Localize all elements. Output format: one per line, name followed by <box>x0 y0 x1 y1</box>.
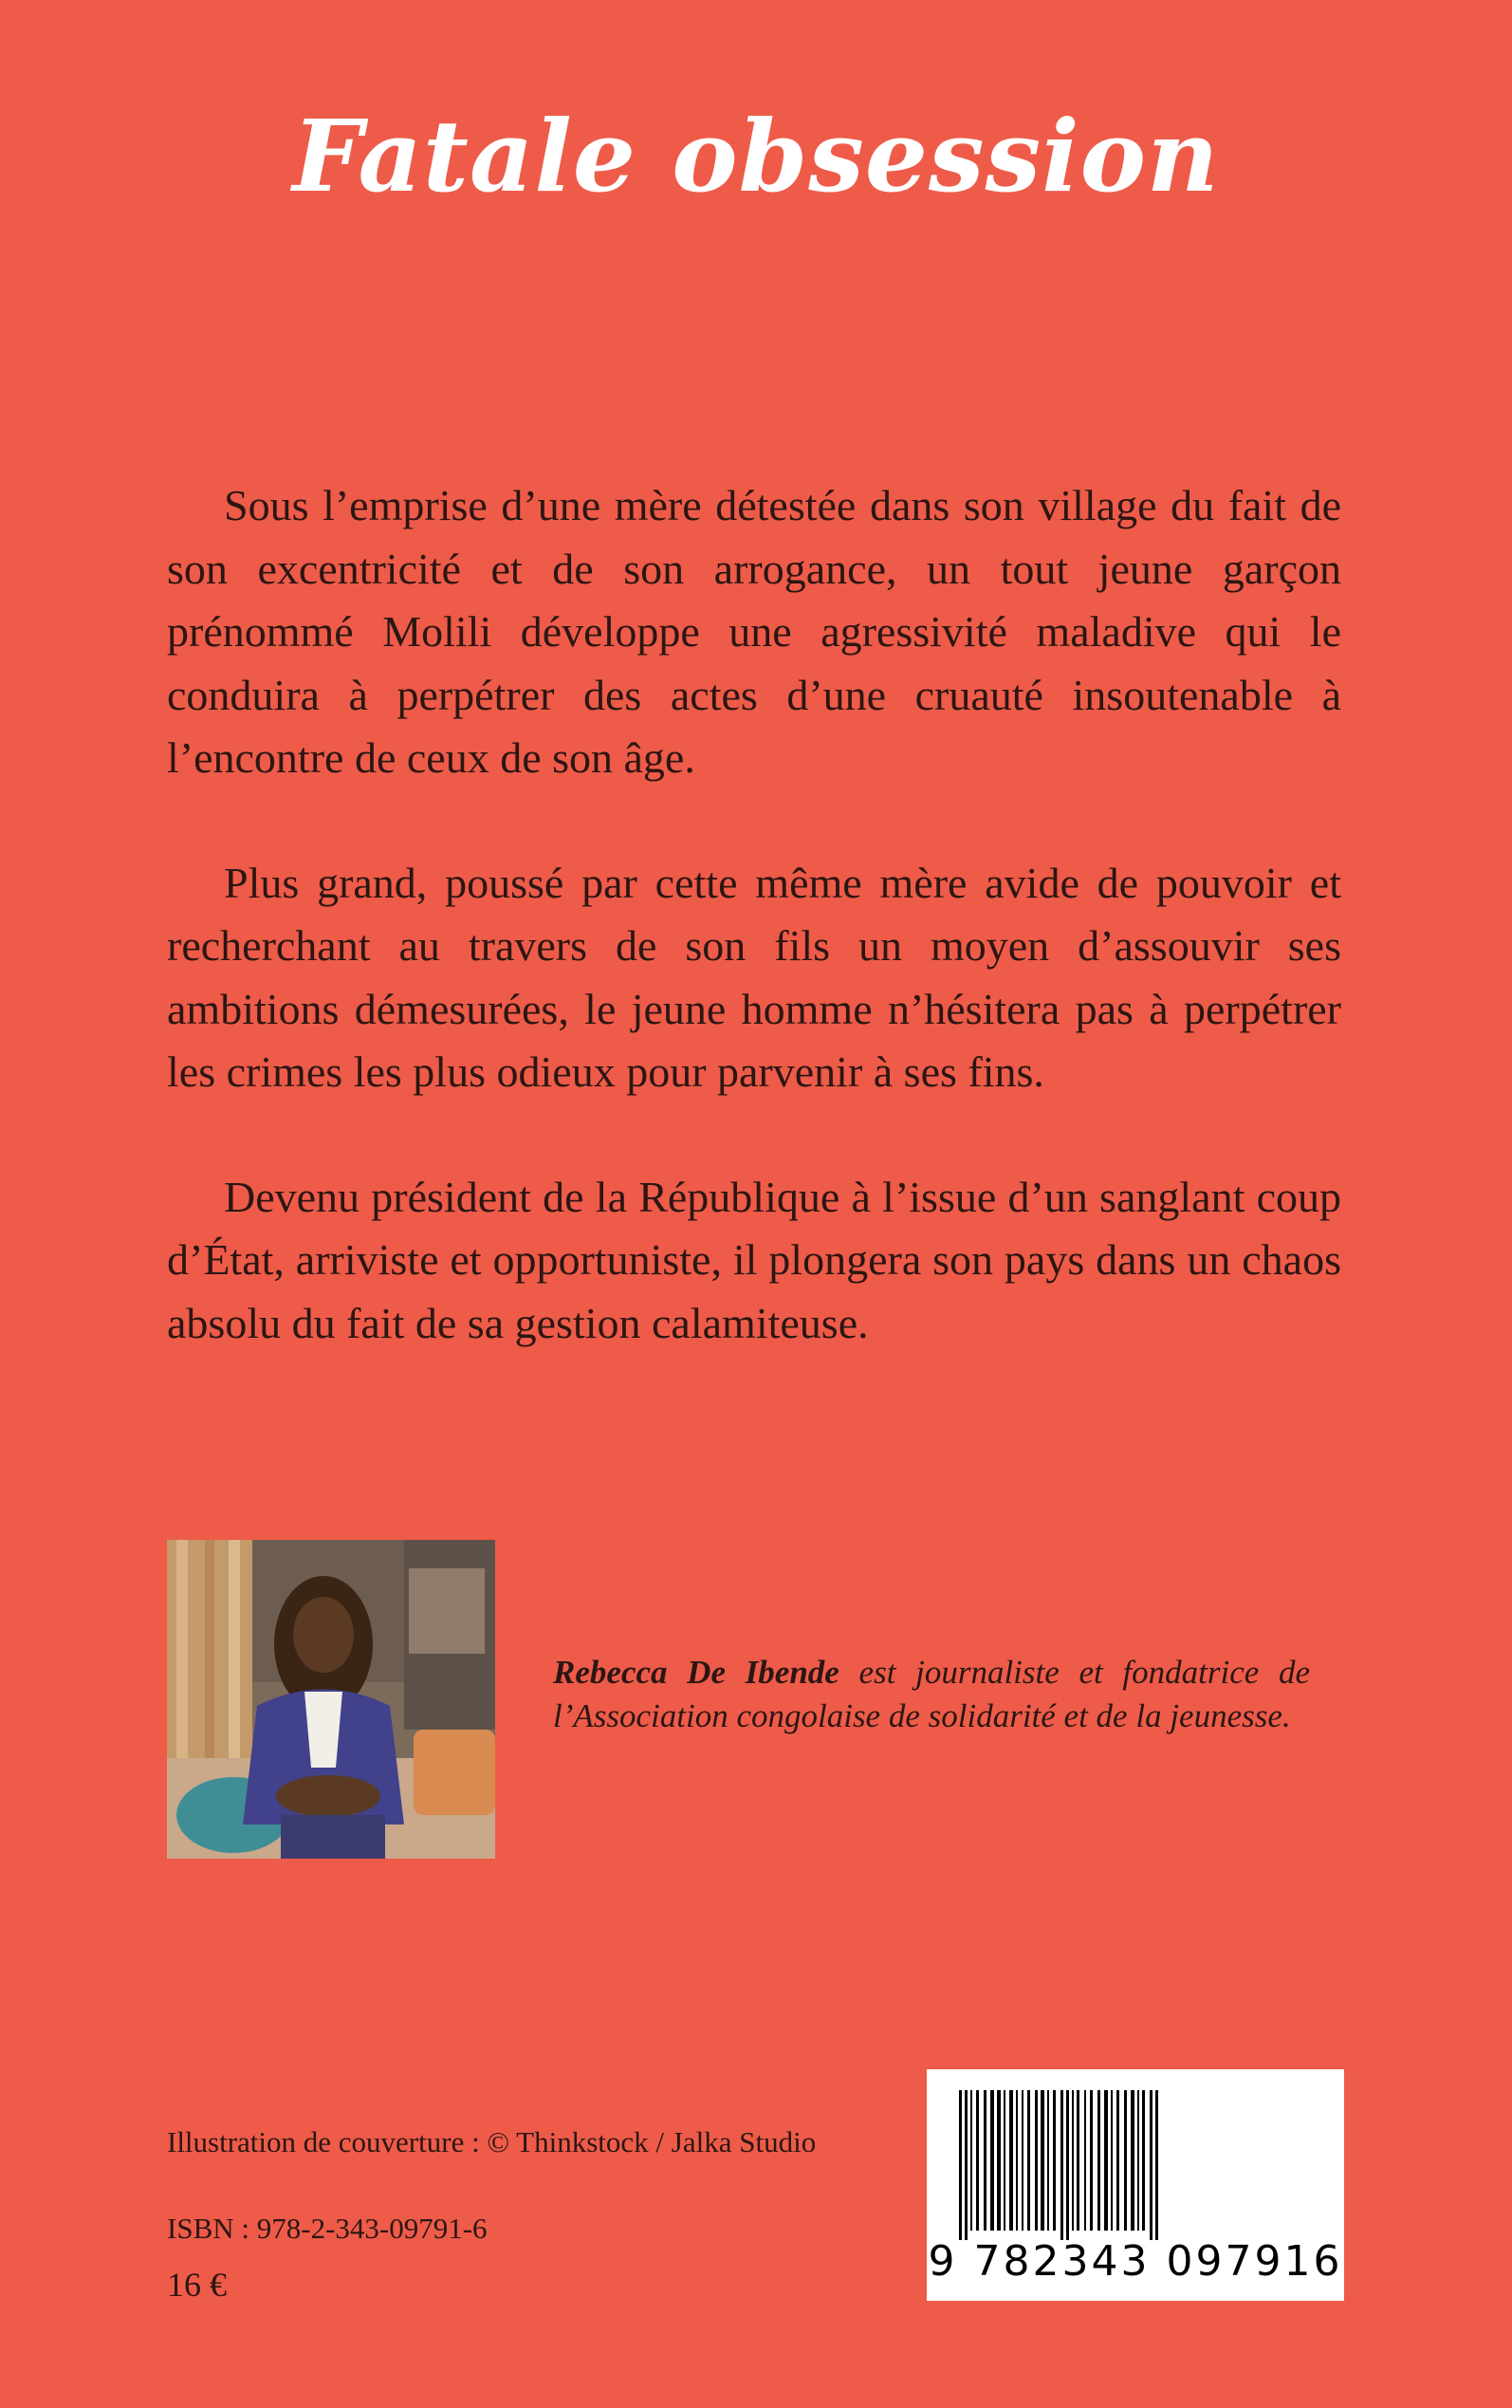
barcode-bar <box>984 2090 986 2231</box>
blurb-paragraph-1: Sous l’emprise d’une mère détestée dans son village du fait de son excentricité et de son arrogance, un tout jeune garçon prénommé Molili développe une agressivité maladive qui le conduira à perpétrer des actes d’une cruauté insoutenable à l’encontre de ceux de son âge. <box>167 481 1341 782</box>
barcode-bar <box>1084 2090 1086 2231</box>
barcode-bar <box>1077 2090 1079 2231</box>
barcode-bar <box>1022 2090 1023 2231</box>
barcode-bar <box>1155 2090 1158 2240</box>
price: 16 € <box>167 2266 227 2304</box>
barcode-bar <box>1027 2090 1030 2231</box>
barcode-bar <box>965 2090 968 2240</box>
barcode-bar <box>1111 2090 1113 2231</box>
back-cover-blurb <box>167 474 1341 1417</box>
barcode-bars <box>927 2069 1344 2240</box>
book-title: Fatale obsession <box>292 98 1220 214</box>
barcode-bar <box>970 2090 972 2231</box>
barcode-bar <box>1097 2090 1100 2231</box>
barcode-bar <box>1104 2090 1108 2231</box>
barcode-bar <box>1016 2090 1018 2231</box>
barcode-bar <box>1004 2090 1005 2231</box>
barcode-bar <box>1124 2090 1127 2231</box>
blurb-paragraph-3: Devenu président de la République à l’issue d’un sanglant coup d’État, arriviste et opportuniste, il plongera son pays dans un chaos absolu du fait de sa gestion calamiteuse. <box>167 1172 1341 1347</box>
barcode-bar <box>1066 2090 1069 2240</box>
author-bio <box>553 1651 1310 1738</box>
blurb-paragraph-2: Plus grand, poussé par cette même mère avide de pouvoir et recherchant au travers de son fils un moyen d’assouvir ses ambitions démesurées, le jeune homme n’hésitera pas à perpétrer les crimes les plus odieux pour parvenir à ses fins. <box>167 858 1341 1096</box>
barcode-bar <box>1131 2090 1134 2231</box>
author-name: Rebecca De Ibende <box>553 1654 839 1691</box>
barcode-digits: 9 782343 097916 <box>928 2237 1343 2286</box>
barcode-bar <box>990 2090 994 2231</box>
illustration-credit: Illustration de couverture : © Thinkstock / Jalka Studio <box>167 2125 817 2158</box>
barcode-bar <box>1009 2090 1013 2231</box>
barcode-bar <box>1142 2090 1145 2231</box>
barcode-bar <box>1150 2090 1152 2240</box>
barcode-bar <box>1041 2090 1044 2231</box>
barcode-bar <box>1060 2090 1063 2240</box>
barcode-bar <box>1116 2090 1119 2231</box>
barcode-bar <box>959 2090 962 2240</box>
barcode-bar <box>1047 2090 1049 2231</box>
barcode <box>927 2069 1344 2301</box>
barcode-bar <box>1072 2090 1074 2231</box>
author-bio-text: est journaliste et fondatrice de l’Association congolaise de solidarité et de la jeunesse. <box>553 1654 1310 1734</box>
barcode-bar <box>997 2090 1001 2231</box>
author-photo <box>167 1540 495 1859</box>
barcode-bar <box>1035 2090 1038 2231</box>
barcode-bar <box>1090 2090 1093 2231</box>
barcode-bar <box>976 2090 979 2231</box>
barcode-bar <box>1053 2090 1056 2231</box>
isbn: ISBN : 978-2-343-09791-6 <box>167 2212 488 2245</box>
barcode-bar <box>1137 2090 1139 2231</box>
